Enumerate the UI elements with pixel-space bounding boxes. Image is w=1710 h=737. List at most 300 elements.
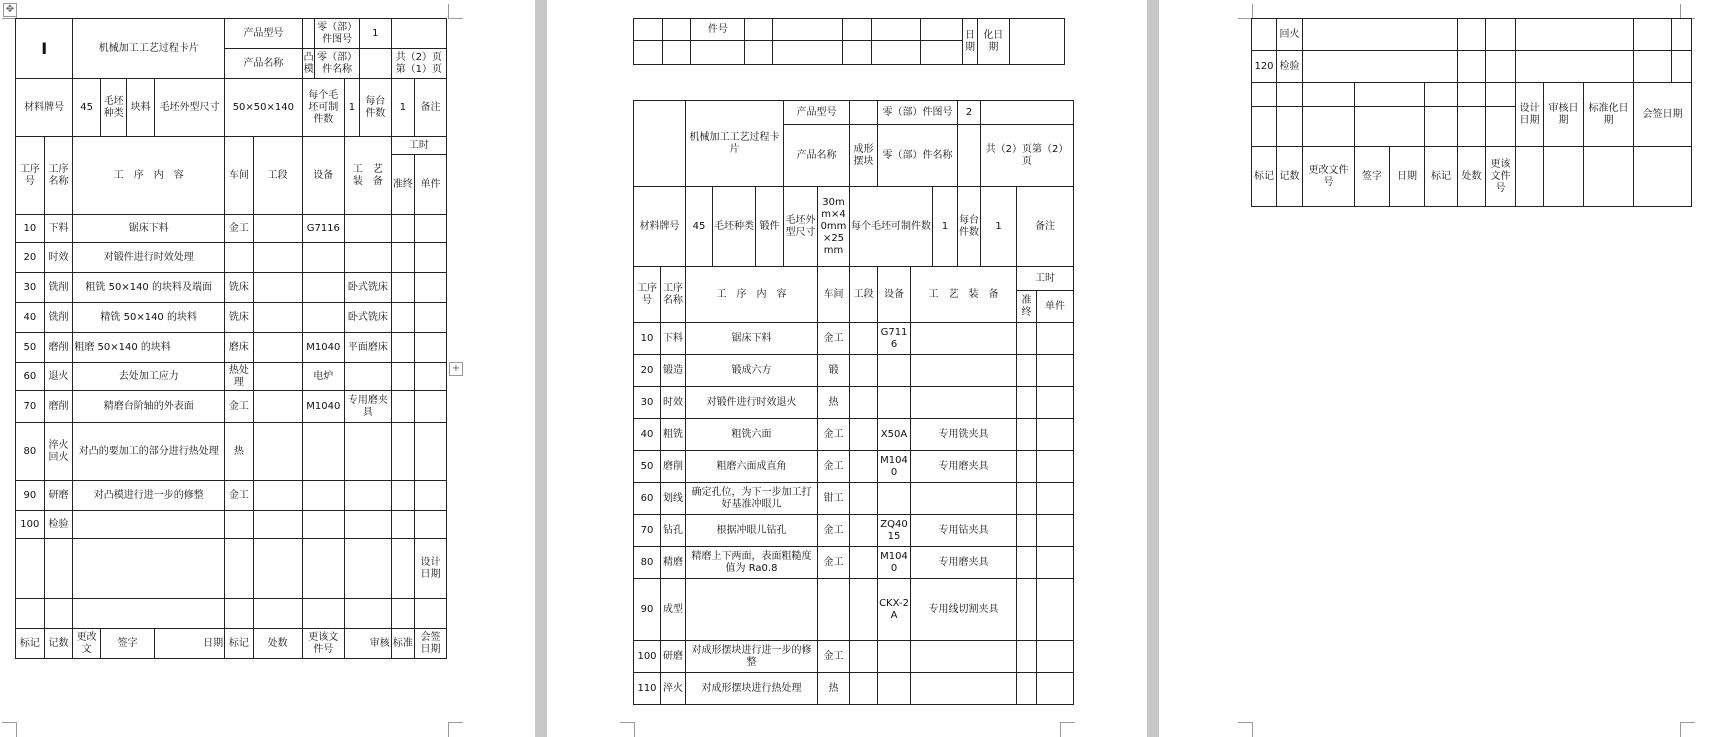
- value-part-drawing-no: 2: [958, 101, 981, 125]
- cell-workshop: 金工: [225, 391, 254, 423]
- empty-cell: [1634, 147, 1692, 207]
- cell-workshop: 金工: [818, 641, 850, 673]
- cell-section: [253, 391, 302, 423]
- cell-prep: [1017, 547, 1037, 579]
- cell-equipment: [302, 273, 344, 303]
- crop-mark: [1060, 722, 1075, 737]
- empty-cell: [920, 19, 962, 41]
- empty-cell: [44, 599, 73, 629]
- cell-no: 80: [16, 423, 45, 481]
- table-row: [16, 303, 447, 333]
- footer-mark-2: 标记: [1425, 147, 1458, 207]
- cell-tooling: 专用铣夹具: [911, 419, 1017, 451]
- cell-tooling: 平面磨床: [345, 333, 392, 363]
- cell-content: 精磨上下两面，表面粗糙度值为 Ra0.8: [686, 547, 818, 579]
- col-process-name: 工序名称: [661, 267, 686, 323]
- cell-unit: [1037, 323, 1074, 355]
- cell-equipment: M1040: [878, 451, 911, 483]
- cell-name: 退火: [44, 363, 73, 391]
- cell-section: [253, 243, 302, 273]
- empty-cell: [1486, 83, 1516, 107]
- cell-prep: [1017, 641, 1037, 673]
- cell-workshop: 金工: [818, 451, 850, 483]
- cell-tooling: [345, 243, 392, 273]
- cell-prep: [391, 303, 414, 333]
- cell-name: 锻造: [661, 355, 686, 387]
- label-blank-type: 毛坯种类: [100, 79, 127, 137]
- label-product-model: 产品型号: [225, 19, 302, 49]
- empty-cell: [16, 599, 45, 629]
- crop-mark: [2, 722, 17, 737]
- cell-content: 去处加工应力: [73, 363, 225, 391]
- process-card-table-2: [633, 100, 1074, 705]
- cell-unit: [1037, 419, 1074, 451]
- empty-cell: [1303, 51, 1458, 83]
- empty-cell: [1355, 83, 1425, 107]
- cell-tooling: 专用钻夹具: [911, 515, 1017, 547]
- cell-name: 回火: [1277, 19, 1303, 51]
- cell-tooling: 专用磨夹具: [911, 547, 1017, 579]
- card-title: 机械加工工艺过程卡片: [73, 19, 225, 79]
- page-count: 共（2）页第（2）页: [981, 125, 1074, 187]
- cell-tooling: 专用磨夹具: [345, 391, 392, 423]
- cell-content: 根据冲眼儿钻孔: [686, 515, 818, 547]
- label-product-name: 产品名称: [784, 125, 850, 187]
- cell-tooling: [911, 641, 1017, 673]
- cell-tooling: 卧式铣床: [345, 273, 392, 303]
- cell-name: 划线: [661, 483, 686, 515]
- continued-table-top: [633, 18, 1065, 65]
- cell-workshop: 金工: [818, 419, 850, 451]
- value-material: 45: [686, 187, 713, 267]
- table-row: [634, 419, 1074, 451]
- empty-cell: [1672, 19, 1692, 51]
- value-blank-size: 50×50×140: [225, 79, 302, 137]
- empty-cell: [1634, 19, 1672, 51]
- col-workshop: 车间: [818, 267, 850, 323]
- footer-places: 处数: [253, 629, 302, 659]
- footer-mark-2: 标记: [225, 629, 254, 659]
- footer-date: 日期: [1390, 147, 1425, 207]
- page-count: 共（2）页第（1）页: [391, 49, 446, 79]
- empty-cell: [302, 539, 344, 599]
- cell-unit: [1037, 515, 1074, 547]
- footer-countersign-date: 会签日期: [415, 629, 447, 659]
- col-workshop: 车间: [225, 137, 254, 215]
- cell-workshop: 热: [818, 673, 850, 705]
- empty-cell: [73, 539, 225, 599]
- empty-cell: [1458, 107, 1486, 147]
- label-material: 材料牌号: [634, 187, 686, 267]
- cell-content: 锯床下料: [686, 323, 818, 355]
- cell-prep: [1017, 419, 1037, 451]
- cell-workshop: 锻: [818, 355, 850, 387]
- empty-cell: [1355, 107, 1425, 147]
- cell-no: 100: [634, 641, 661, 673]
- cell-content: [73, 511, 225, 539]
- cell-equipment: [878, 641, 911, 673]
- crop-mark: [448, 722, 463, 737]
- label-product-model: 产品型号: [784, 101, 850, 125]
- cell-unit: [415, 303, 447, 333]
- empty-cell: [843, 41, 872, 65]
- cell-prep: [1017, 323, 1037, 355]
- doc-no-label: 件号: [691, 19, 745, 41]
- value-blank-type: 锻件: [756, 187, 784, 267]
- col-section: 工段: [850, 267, 878, 323]
- cell-unit: [415, 215, 447, 243]
- cell-name: 时效: [661, 387, 686, 419]
- table-row: [634, 515, 1074, 547]
- footer-mark: 标记: [16, 629, 45, 659]
- cell-prep: [391, 423, 414, 481]
- value-product-model: [302, 19, 315, 49]
- sign-standard-date: 标准化日期: [1584, 83, 1634, 147]
- cell-content: 粗磨六面成直角: [686, 451, 818, 483]
- table-row: [16, 363, 447, 391]
- empty-cell: [1303, 83, 1355, 107]
- col-prep-time: 准终: [1017, 291, 1037, 323]
- empty-cell: [1672, 51, 1692, 83]
- empty-cell: [1516, 51, 1634, 83]
- cell-equipment: G7116: [302, 215, 344, 243]
- cell-workshop: 金工: [225, 215, 254, 243]
- label-per-unit: 每台件数: [359, 79, 391, 137]
- cell-content: 锯床下料: [73, 215, 225, 243]
- empty-cell: [1252, 83, 1277, 107]
- empty-cell: [920, 41, 962, 65]
- cell-equipment: G7116: [878, 323, 911, 355]
- cell-no: 100: [16, 511, 45, 539]
- col-process-content: 工 序 内 容: [73, 137, 225, 215]
- table-row: [16, 273, 447, 303]
- cell-name: 检验: [44, 511, 73, 539]
- cell-prep: [391, 511, 414, 539]
- footer-places: 处数: [1458, 147, 1486, 207]
- footer-mark: 标记: [1252, 147, 1277, 207]
- cell-tooling: [345, 481, 392, 511]
- value-blank-type: 块料: [127, 79, 155, 137]
- col-unit-time: 单件: [1037, 291, 1074, 323]
- std-date-label: 化日期: [977, 19, 1009, 65]
- cell-prep: [1017, 483, 1037, 515]
- table-row: [16, 333, 447, 363]
- col-equipment: 设备: [302, 137, 344, 215]
- cell-unit: [1037, 387, 1074, 419]
- crop-mark: [1238, 722, 1253, 737]
- cell-name: 下料: [44, 215, 73, 243]
- cell-unit: [1037, 451, 1074, 483]
- table-row: [16, 243, 447, 273]
- date-label: 日期: [963, 19, 978, 65]
- cell-unit: [415, 273, 447, 303]
- footer-change-doc-2: 更该文件号: [1486, 147, 1516, 207]
- col-process-no: 工序号: [634, 267, 661, 323]
- cell-content: 粗铣六面: [686, 419, 818, 451]
- cell-workshop: 金工: [818, 547, 850, 579]
- cell-prep: [1017, 673, 1037, 705]
- cell-tooling: [911, 387, 1017, 419]
- cell-name: 检验: [1277, 51, 1303, 83]
- footer-count: 记数: [1277, 147, 1303, 207]
- empty-cell: [1277, 107, 1303, 147]
- table-row: [634, 387, 1074, 419]
- page-gap: [535, 0, 547, 737]
- cell-unit: [415, 333, 447, 363]
- cell-content: 对成形摆块进行进一步的修整: [686, 641, 818, 673]
- empty-cell: [345, 539, 392, 599]
- signature-footer-row: [1252, 147, 1692, 207]
- table-row: [16, 481, 447, 511]
- cell-workshop: [225, 511, 254, 539]
- cell-no: 40: [634, 419, 661, 451]
- empty-cell: [253, 539, 302, 599]
- empty-cell: [981, 101, 1074, 125]
- cell-no: 90: [634, 579, 661, 641]
- table-row: [634, 451, 1074, 483]
- crop-mark: [620, 722, 635, 737]
- cell-content: [686, 579, 818, 641]
- empty-cell: [1516, 147, 1544, 207]
- cell-section: [253, 215, 302, 243]
- cell-no: 70: [16, 391, 45, 423]
- footer-signature: 签字: [1355, 147, 1390, 207]
- label-per-blank: 每个毛坯可制件数: [850, 187, 933, 267]
- col-work-hours: 工时: [391, 137, 446, 155]
- cell-prep: [391, 273, 414, 303]
- cell-equipment: 电炉: [302, 363, 344, 391]
- empty-cell: [44, 539, 73, 599]
- cell-unit: [415, 363, 447, 391]
- cell-unit: [1037, 673, 1074, 705]
- label-blank-size: 毛坯外型尺寸: [784, 187, 818, 267]
- cell-section: [850, 483, 878, 515]
- empty-cell: [1303, 107, 1355, 147]
- cell-no: 30: [634, 387, 661, 419]
- empty-cell: [634, 19, 663, 41]
- crop-mark: [448, 4, 463, 19]
- empty-cell: [391, 599, 414, 629]
- cell-name: 钻孔: [661, 515, 686, 547]
- cell-section: [253, 363, 302, 391]
- cell-tooling: [911, 355, 1017, 387]
- value-per-unit: 1: [981, 187, 1017, 267]
- empty-cell: [415, 599, 447, 629]
- cell-section: [253, 303, 302, 333]
- col-process-content: 工 序 内 容: [686, 267, 818, 323]
- empty-cell: [773, 41, 843, 65]
- cell-no: 50: [634, 451, 661, 483]
- empty-cell: [1458, 83, 1486, 107]
- label-blank-size: 毛坯外型尺寸: [155, 79, 225, 137]
- design-date-label: 设计日期: [415, 539, 447, 599]
- cell-workshop: 金工: [225, 481, 254, 511]
- cell-name: 铣削: [44, 273, 73, 303]
- label-part-name: 零（部）件名称: [878, 125, 958, 187]
- cell-equipment: [302, 511, 344, 539]
- label-blank-type: 毛坯种类: [713, 187, 756, 267]
- label-per-unit: 每台件数: [958, 187, 981, 267]
- cell-content: 对锻件进行时效处理: [73, 243, 225, 273]
- cell-content: 确定孔位，为下一步加工打好基准冲眼儿: [686, 483, 818, 515]
- cell-prep: [1017, 515, 1037, 547]
- table-row: [634, 547, 1074, 579]
- value-per-unit: 1: [391, 79, 414, 137]
- process-card-table-1: [15, 18, 447, 659]
- cell-name: 研磨: [44, 481, 73, 511]
- empty-cell: [345, 599, 392, 629]
- cell-no: 90: [16, 481, 45, 511]
- cell-unit: [415, 243, 447, 273]
- cell-no: 20: [16, 243, 45, 273]
- cell-section: [850, 579, 878, 641]
- empty-cell: [871, 19, 920, 41]
- cell-content: 对凸的要加工的部分进行热处理: [73, 423, 225, 481]
- empty-cell: [745, 41, 773, 65]
- cell-unit: [1037, 355, 1074, 387]
- cell-content: 对凸模进行进一步的修整: [73, 481, 225, 511]
- label-per-blank: 每个毛坯可制件数: [302, 79, 344, 137]
- cell-equipment: [302, 303, 344, 333]
- empty-cell: [773, 19, 843, 41]
- empty-cell: [1252, 107, 1277, 147]
- table-row: [16, 423, 447, 481]
- cell-equipment: [878, 387, 911, 419]
- cell-content: 精铣 50×140 的块料: [73, 303, 225, 333]
- cell-no: 120: [1252, 51, 1277, 83]
- cell-name: 成型: [661, 579, 686, 641]
- cell-tooling: 专用线切割夹具: [911, 579, 1017, 641]
- cell-prep: [1017, 355, 1037, 387]
- table-row: [634, 323, 1074, 355]
- empty-cell: [1425, 83, 1458, 107]
- signature-footer-row: [16, 629, 447, 659]
- cell-name: 铣削: [44, 303, 73, 333]
- move-table-handle[interactable]: ✥: [3, 3, 17, 17]
- cell-workshop: 磨床: [225, 333, 254, 363]
- empty-cell: [1303, 19, 1458, 51]
- table-row: [634, 641, 1074, 673]
- sign-countersign-date: 会签日期: [1634, 83, 1692, 147]
- crop-mark: [1680, 4, 1695, 19]
- empty-cell: [843, 19, 872, 41]
- label-part-name: 零（部）件名称: [315, 49, 360, 79]
- cell-section: [253, 273, 302, 303]
- empty-cell: [1544, 147, 1584, 207]
- col-work-hours: 工时: [1017, 267, 1074, 291]
- cell-no: 40: [16, 303, 45, 333]
- cell-section: [850, 451, 878, 483]
- col-tooling: 工 艺 装 备: [911, 267, 1017, 323]
- table-row: [16, 215, 447, 243]
- cell-section: [850, 641, 878, 673]
- cell-name: 磨削: [661, 451, 686, 483]
- empty-cell: [1486, 51, 1516, 83]
- footer-change-doc: 更改文: [73, 629, 101, 659]
- cell-content: 锻成六方: [686, 355, 818, 387]
- cell-section: [253, 481, 302, 511]
- cell-section: [850, 355, 878, 387]
- cell-content: 对成形摆块进行热处理: [686, 673, 818, 705]
- cell-no: 50: [16, 333, 45, 363]
- value-product-model: [850, 101, 878, 125]
- empty-cell: [1516, 19, 1634, 51]
- label-material: 材料牌号: [16, 79, 73, 137]
- cell-no: 70: [634, 515, 661, 547]
- page-gap: [1147, 0, 1159, 737]
- empty-cell: [871, 41, 920, 65]
- cell-unit: [1037, 641, 1074, 673]
- table-row: [16, 599, 447, 629]
- footer-change-doc: 更改文件号: [1303, 147, 1355, 207]
- cell-prep: [391, 333, 414, 363]
- cell-prep: [391, 391, 414, 423]
- col-tooling: 工 艺 装 备: [345, 137, 392, 215]
- cell-unit: [415, 511, 447, 539]
- empty-cell: [225, 599, 254, 629]
- cell-content: 精磨台阶轴的外表面: [73, 391, 225, 423]
- cell-equipment: [878, 483, 911, 515]
- cell-prep: [391, 363, 414, 391]
- cell-equipment: [302, 243, 344, 273]
- cell-name: 粗铣: [661, 419, 686, 451]
- cell-name: 精磨: [661, 547, 686, 579]
- cell-no: 110: [634, 673, 661, 705]
- cell-equipment: X50A: [878, 419, 911, 451]
- cell-workshop: [225, 243, 254, 273]
- value-part-drawing-no: 1: [359, 19, 391, 49]
- table-row: [16, 391, 447, 423]
- cell-tooling: [345, 215, 392, 243]
- cell-prep: [1017, 451, 1037, 483]
- table-row: [16, 539, 447, 599]
- label-part-drawing-no: 零（部）件图号: [315, 19, 360, 49]
- cell-unit: [1037, 547, 1074, 579]
- sign-design-date: 设计日期: [1516, 83, 1544, 147]
- value-part-name: [958, 125, 981, 187]
- empty-cell: [1634, 51, 1672, 83]
- footer-count: 记数: [44, 629, 73, 659]
- col-equipment: 设备: [878, 267, 911, 323]
- value-part-name: [359, 49, 391, 79]
- cell-tooling: [345, 423, 392, 481]
- cell-section: [253, 511, 302, 539]
- footer-date: 日期: [155, 629, 225, 659]
- cell-name: 磨削: [44, 333, 73, 363]
- value-product-name: 成形摆块: [850, 125, 878, 187]
- empty-cell: [634, 41, 663, 65]
- value-blank-size: 30mm×40mm×25mm: [818, 187, 850, 267]
- empty-cell: [1458, 51, 1486, 83]
- add-column-handle[interactable]: +: [449, 362, 463, 376]
- col-unit-time: 单件: [415, 155, 447, 215]
- empty-cell: [662, 41, 691, 65]
- cell-section: [850, 547, 878, 579]
- cell-prep: [391, 243, 414, 273]
- empty-cell: [662, 19, 691, 41]
- cell-content: 粗铣 50×140 的块料及端面: [73, 273, 225, 303]
- cell-equipment: M1040: [302, 391, 344, 423]
- sign-review-date: 审核日期: [1544, 83, 1584, 147]
- cell-content: 粗磨 50×140 的块料: [73, 333, 225, 363]
- empty-cell: [1009, 19, 1064, 65]
- cell-equipment: M1040: [302, 333, 344, 363]
- crop-mark: [1238, 4, 1253, 19]
- cell-workshop: 铣床: [225, 303, 254, 333]
- value-product-name: 凸模: [302, 49, 315, 79]
- cell-workshop: 热: [225, 423, 254, 481]
- cell-prep: [1017, 579, 1037, 641]
